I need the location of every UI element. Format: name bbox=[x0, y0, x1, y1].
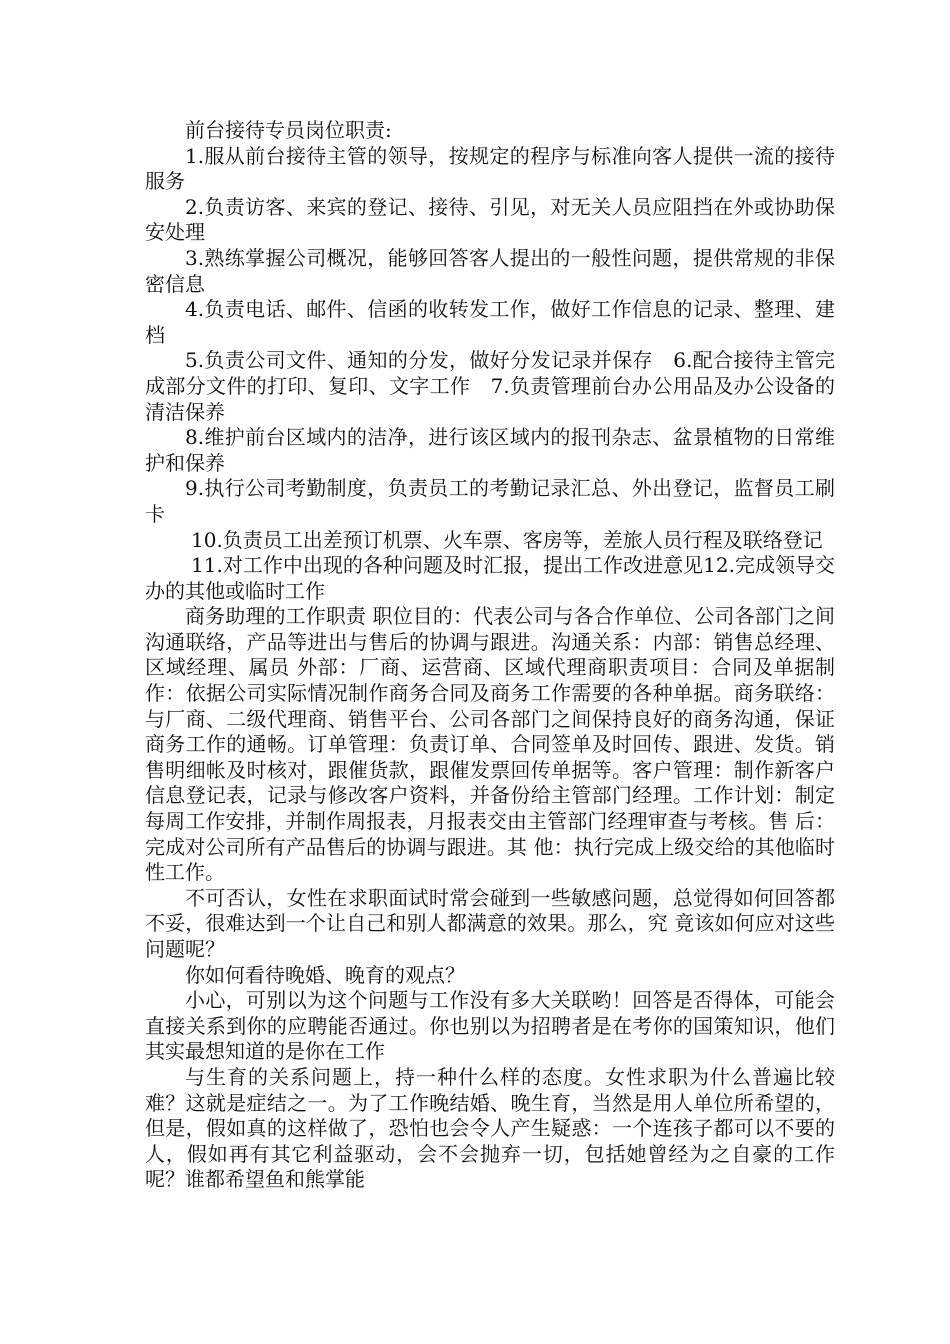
duty-item-3: 3.熟练掌握公司概况，能够回答客人提出的一般性问题，提供常规的非保密信息 bbox=[145, 245, 835, 296]
duty-item-2: 2.负责访客、来宾的登记、接待、引见，对无关人员应阻挡在外或协助保安处理 bbox=[145, 194, 835, 245]
duty-item-4: 4.负责电话、邮件、信函的收转发工作，做好工作信息的记录、整理、建档 bbox=[145, 297, 835, 347]
interview-answer-paragraph-2: 与生育的关系问题上，持一种什么样的态度。女性求职为什么普遍比较难？这就是症结之一。为了工作晚结婚、晚生育，当然是用人单位所希望的，但是，假如真的这样做了，恐怕也会令人产生疑惑：一个连孩子都可以不要的人，假如再有其它利益驱动，会不会抛弃一切，包括她曾经为之自豪的工作呢？谁都希望鱼和熊掌能 bbox=[145, 1064, 835, 1192]
duty-items-5-7: 5.负责公司文件、通知的分发，做好分发记录并保存 6.配合接待主管完成部分文件的打印、复印、文字工作 7.负责管理前台办公用品及办公设备的清洁保养 bbox=[145, 348, 835, 424]
interview-answer-paragraph-1: 小心，可别以为这个问题与工作没有多大关联哟！回答是否得体，可能会直接关系到你的应聘能否通过。你也别以为招聘者是在考你的国策知识，他们其实最想知道的是你在工作 bbox=[145, 988, 835, 1064]
duty-items-11-12: 11.对工作中出现的各种问题及时汇报，提出工作改进意见12.完成领导交办的其他或临时工作 bbox=[145, 553, 835, 603]
business-assistant-duties-paragraph: 商务助理的工作职责 职位目的：代表公司与各合作单位、公司各部门之间沟通联络，产品等进出与售后的协调与跟进。沟通关系：内部：销售总经理、区域经理、属员 外部：厂商、运营商、区域代理商职责项目：合同及单据制作：依据公司实际情况制作商务合同及商务工作需要的各种单据。商务联络：与厂商、二级代理商、销售平台、公司各部门之间保持良好的商务沟通，保证商务工作的通畅。订单管理：负责订单、合同签单及时回传、跟进、发货。销售明细帐及时核对，跟催货款，跟催发票回传单据等。客户管理：制作新客户信息登记表，记录与修改客户资料，并备份给主管部门经理。工作计划：制定每周工作安排，并制作周报表，月报表交由主管部门经理审查与考核。售 后：完成对公司所有产品售后的协调与跟进。其 他：执行完成上级交给的其他临时性工作。 bbox=[145, 604, 835, 885]
duty-item-8: 8.维护前台区域内的洁净，进行该区域内的报刊杂志、盆景植物的日常维护和保养 bbox=[145, 425, 835, 475]
interview-question-heading: 你如何看待晚婚、晚育的观点？ bbox=[185, 962, 465, 987]
duty-item-10: 10.负责员工出差预订机票、火车票、客房等，差旅人员行程及联络登记 bbox=[191, 527, 823, 552]
document-body bbox=[145, 118, 835, 1193]
interview-intro-paragraph: 不可否认，女性在求职面试时常会碰到一些敏感问题，总觉得如何回答都不妥，很难达到一个让自己和别人都满意的效果。那么，究 竟该如何应对这些问题呢？ bbox=[145, 885, 835, 961]
duty-item-1: 1.服从前台接待主管的领导，按规定的程序与标准向客人提供一流的接待服务 bbox=[145, 143, 835, 194]
duty-item-9: 9.执行公司考勤制度，负责员工的考勤记录汇总、外出登记，监督员工刷卡 bbox=[145, 476, 835, 526]
section-title-front-desk-duties: 前台接待专员岗位职责: bbox=[185, 118, 392, 142]
